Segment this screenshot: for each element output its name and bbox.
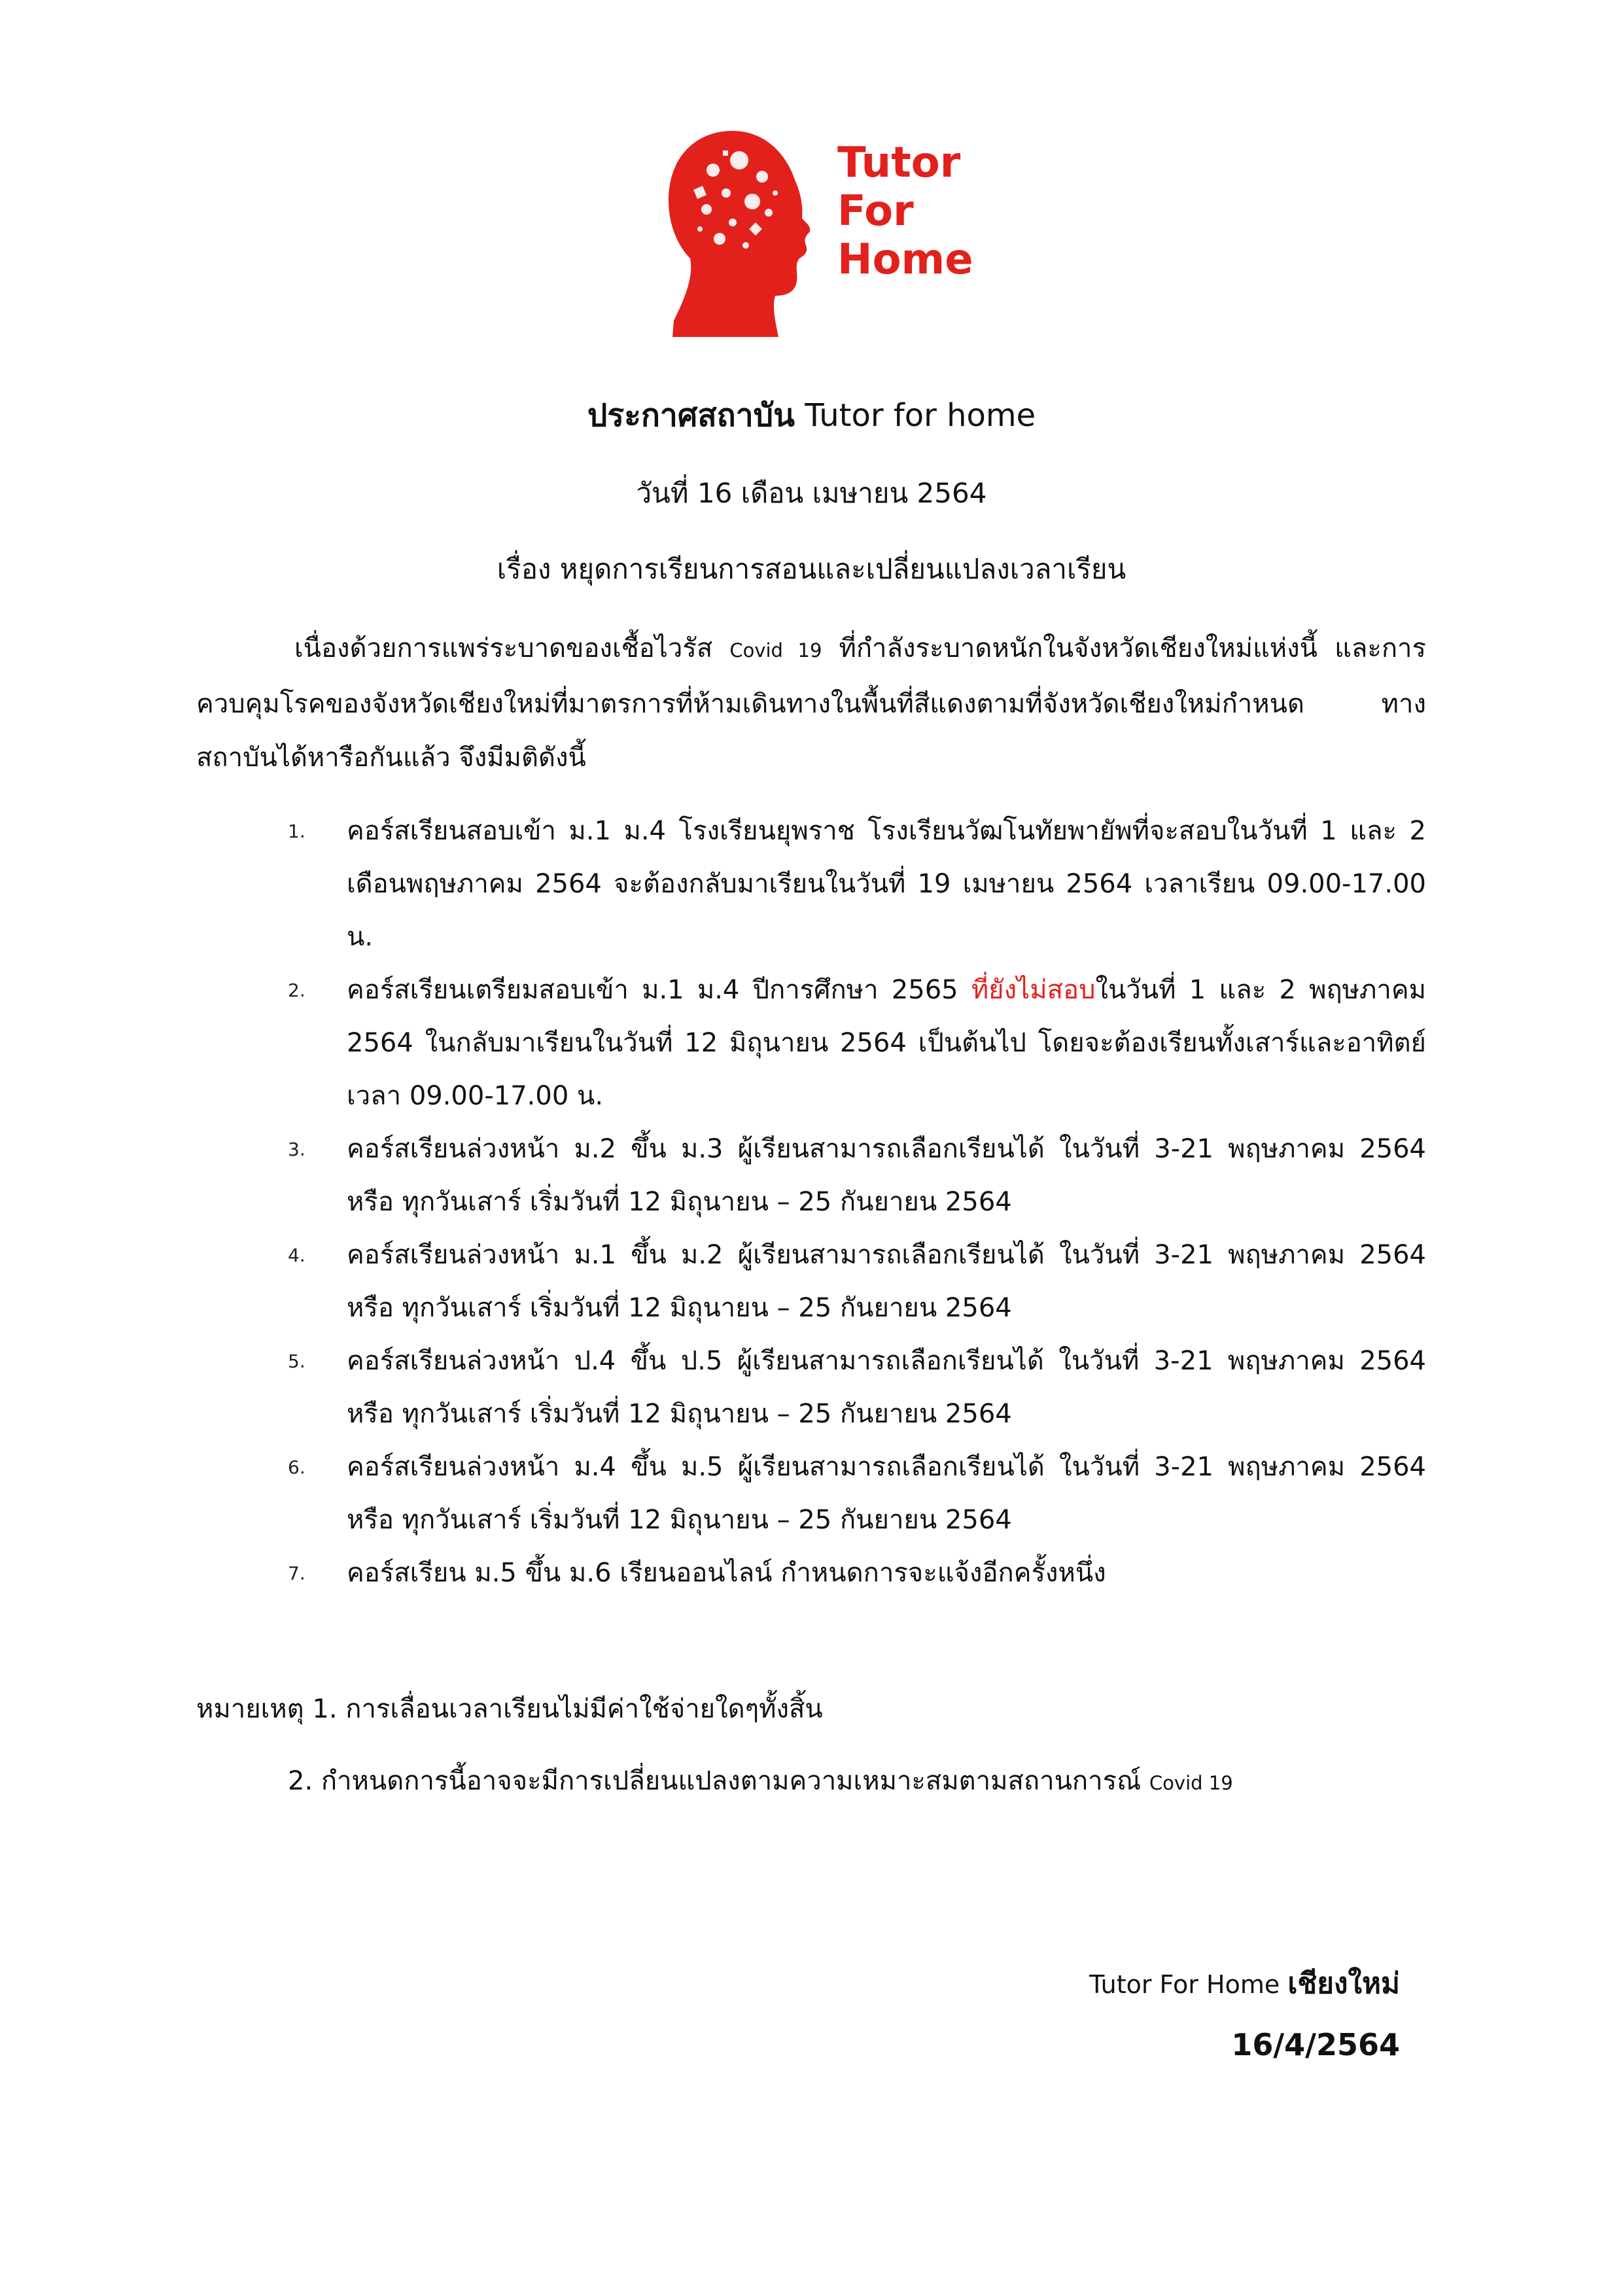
list-item (288, 1229, 1426, 1335)
signature-date: 16/4/2564 (1231, 2027, 1400, 2062)
list-item-text: คอร์สเรียนล่วงหน้า ม.4 ขึ้น ม.5 ผู้เรียนสามารถเลือกเรียนได้ ในวันที่ 3-21 พฤษภาคม 2564 หรือ ทุกวันเสาร์ เริ่มวันที่ 12 มิถุนายน – 25 กันยายน 2564 (347, 1452, 1426, 1535)
red-head-silhouette-icon (654, 124, 818, 340)
note-2-covid: Covid 19 (1149, 1772, 1233, 1794)
announcement-title (0, 393, 1623, 438)
list-item-highlight: ที่ยังไม่สอบ (971, 975, 1096, 1005)
signature-city: เชียงใหม่ (1287, 1967, 1400, 2000)
list-item-text: คอร์สเรียนล่วงหน้า ม.2 ขึ้น ม.3 ผู้เรียนสามารถเลือกเรียนได้ ในวันที่ 3-21 พฤษภาคม 2564 หรือ ทุกวันเสาร์ เริ่มวันที่ 12 มิถุนายน – 25 กันยายน 2564 (347, 1134, 1426, 1217)
list-item-number: 7. (288, 1563, 305, 1584)
intro-covid: Covid 19 (729, 639, 822, 662)
logo-text-home: Home (837, 236, 973, 284)
announcement-subject: เรื่อง หยุดการเรียนการสอนและเปลี่ยนแปลงเวลาเรียน (497, 553, 1126, 585)
list-item (288, 964, 1426, 1123)
intro-paragraph (196, 622, 1426, 785)
list-item-number: 4. (288, 1245, 305, 1266)
list-item-text: คอร์สเรียน ม.5 ขึ้น ม.6 เรียนออนไลน์ กำหนดการจะแจ้งอีกครั้งหนึ่ง (347, 1558, 1106, 1588)
list-item (288, 1441, 1426, 1547)
list-item-text: คอร์สเรียนล่วงหน้า ม.1 ขึ้น ม.2 ผู้เรียนสามารถเลือกเรียนได้ ในวันที่ 3-21 พฤษภาคม 2564 หรือ ทุกวันเสาร์ เริ่มวันที่ 12 มิถุนายน – 25 กันยายน 2564 (347, 1240, 1426, 1323)
resolution-list (288, 805, 1426, 1600)
signature-org (1034, 1963, 1400, 2005)
list-item-number: 1. (288, 821, 305, 842)
list-item-text: คอร์สเรียนล่วงหน้า ป.4 ขึ้น ป.5 ผู้เรียนสามารถเลือกเรียนได้ ในวันที่ 3-21 พฤษภาคม 2564 หรือ ทุกวันเสาร์ เริ่มวันที่ 12 มิถุนายน – 25 กันยายน 2564 (347, 1346, 1426, 1429)
list-item-text: คอร์สเรียนเตรียมสอบเข้า ม.1 ม.4 ปีการศึกษา 2565 (347, 975, 971, 1005)
list-item (288, 805, 1426, 964)
list-item-number: 2. (288, 980, 305, 1001)
logo (654, 124, 994, 340)
note-1: หมายเหตุ 1. การเลื่อนเวลาเรียนไม่มีค่าใช้จ่ายใดๆทั้งสิ้น (196, 1694, 823, 1724)
list-item (288, 1335, 1426, 1441)
list-item-text-rest: ในวันที่ 1 และ 2 พฤษภาคม 2564 ในกลับมาเรียนในวันที่ 12 มิถุนายน 2564 เป็นต้นไป โดยจะต้องเรียนทั้งเสาร์และอาทิตย์ เวลา 09.00-17.00 น. (347, 975, 1426, 1111)
intro-part2: ที่กำลังระบาดหนักในจังหวัดเชียงใหม่แห่งนี้ และการควบคุมโรคของจังหวัดเชียงใหม่ที่มาตรการที่ห้ามเดินทางในพื้นที่สีแดงตามที่จังหวัดเชียงใหม่กำหนด ทางสถาบันได้หารือกันแล้ว จึงมีมติดังนี้ (196, 633, 1427, 773)
intro-part1: เนื่องด้วยการแพร่ระบาดของเชื้อไวรัส (294, 633, 713, 663)
list-item-number: 3. (288, 1139, 305, 1160)
logo-text (837, 139, 994, 284)
signature-org-name: Tutor For Home (1089, 1970, 1280, 1999)
note-2-text: 2. กำหนดการนี้อาจจะมีการเปลี่ยนแปลงตามความเหมาะสมตามสถานการณ์ (288, 1766, 1142, 1796)
note-2 (288, 1760, 1233, 1804)
list-item (288, 1547, 1426, 1600)
list-item-number: 6. (288, 1457, 305, 1478)
logo-text-for: For (837, 187, 914, 236)
title-rest: Tutor for home (805, 397, 1036, 434)
announcement-date: วันที่ 16 เดือน เมษายน 2564 (636, 477, 987, 509)
list-item-text: คอร์สเรียนสอบเข้า ม.1 ม.4 โรงเรียนยุพราช โรงเรียนวัฒโนทัยพายัพที่จะสอบในวันที่ 1 และ 2 เดือนพฤษภาคม 2564 จะต้องกลับมาเรียนในวันที่ 19 เมษายน 2564 เวลาเรียน 09.00-17.00 น. (347, 816, 1426, 952)
title-bold: ประกาศสถาบัน (587, 397, 795, 434)
logo-text-tutor: Tutor (837, 139, 961, 187)
list-item (288, 1123, 1426, 1229)
list-item-number: 5. (288, 1351, 305, 1372)
